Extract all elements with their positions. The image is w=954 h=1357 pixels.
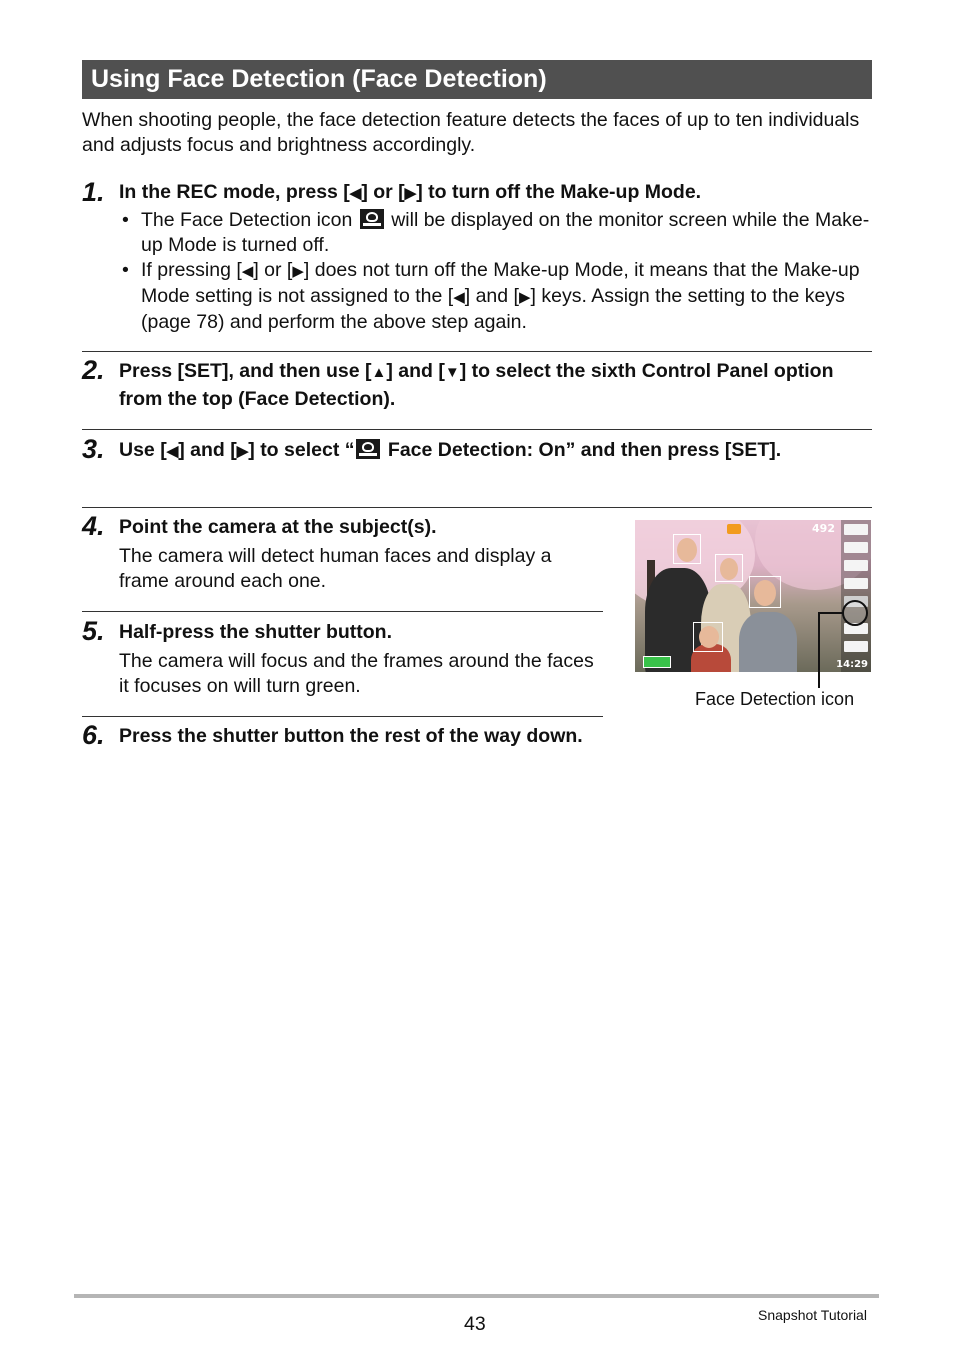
divider [82,507,872,508]
section-label: Snapshot Tutorial [758,1307,867,1323]
divider [82,611,603,612]
callout-line [818,612,820,688]
step-3-number: 3. [82,434,105,464]
right-arrow-icon: ▶ [236,443,249,460]
step-5-number: 5. [82,616,105,646]
left-arrow-icon: ◀ [453,289,465,306]
step-1-number: 1. [82,177,105,207]
flash-icon [844,542,868,553]
face-frame [749,576,781,608]
intro-paragraph: When shooting people, the face detection feature detects the faces of up to ten individuals and adjusts focus and brightness accordingly. [82,109,860,156]
step-4-number: 4. [82,511,105,541]
step-1-bullet-2: • If pressing [◀] or [▶] does not turn off the Make-up Mode, it means that the Make-up Mode setting is not assigned to the [◀] and [▶] keys. Assign the setting to the keys (page 78) and perform the above step again. [122,259,860,333]
footer-divider [74,1294,879,1298]
divider [82,429,872,430]
right-arrow-icon: ▶ [292,263,304,280]
left-arrow-icon: ◀ [166,443,179,460]
left-arrow-icon: ◀ [349,185,362,202]
clock: 14:29 [836,659,868,670]
control-panel [841,520,871,672]
step-4-body: The camera will detect human faces and display a frame around each one. [119,545,552,592]
left-arrow-icon: ◀ [241,263,254,280]
step-5-heading: Half-press the shutter button. [119,621,393,643]
step-6-number: 6. [82,720,105,750]
step-3-heading: Use [◀] and [▶] to select “ Face Detection: On” and then press [SET]. [119,439,782,461]
down-arrow-icon: ▼ [444,364,460,381]
camera-monitor-screen-image [635,520,871,672]
step-6-heading: Press the shutter button the rest of the way down. [119,725,583,747]
step-2-number: 2. [82,355,105,385]
divider [82,351,872,352]
iso-icon [844,578,868,589]
callout-circle [842,600,868,626]
face-frame [673,534,701,564]
step-5-body: The camera will focus and the frames around the faces it focuses on will turn green. [119,650,594,697]
step-2-heading: Press [SET], and then use [▲] and [▼] to select the sixth Control Panel option from the top (Face Detection). [119,360,834,410]
ev-shift-icon [844,641,868,652]
image-size-icon [844,524,868,535]
step-4-heading: Point the camera at the subject(s). [119,516,437,538]
step-1-heading: In the REC mode, press [◀] or [▶] to turn off the Make-up Mode. [119,181,702,203]
page-number: 43 [464,1313,486,1335]
callout-line [818,612,844,614]
face-detection-icon [360,209,384,229]
battery-icon [643,656,671,668]
right-arrow-icon: ▶ [518,289,531,306]
section-title: Using Face Detection (Face Detection) [82,60,872,99]
divider [82,716,603,717]
right-arrow-icon: ▶ [404,185,417,202]
face-detection-icon [356,439,380,459]
face-frame [715,554,743,582]
remaining-shots: 492 [812,522,835,535]
up-arrow-icon: ▲ [371,364,387,381]
face-frame [693,622,723,652]
step-1-bullet-1: • The Face Detection icon will be displayed on the monitor screen while the Make-up Mode is turned off. [122,209,870,256]
focus-icon [844,560,868,571]
figure-caption: Face Detection icon [695,689,855,709]
camera-mode-icon [727,524,741,534]
